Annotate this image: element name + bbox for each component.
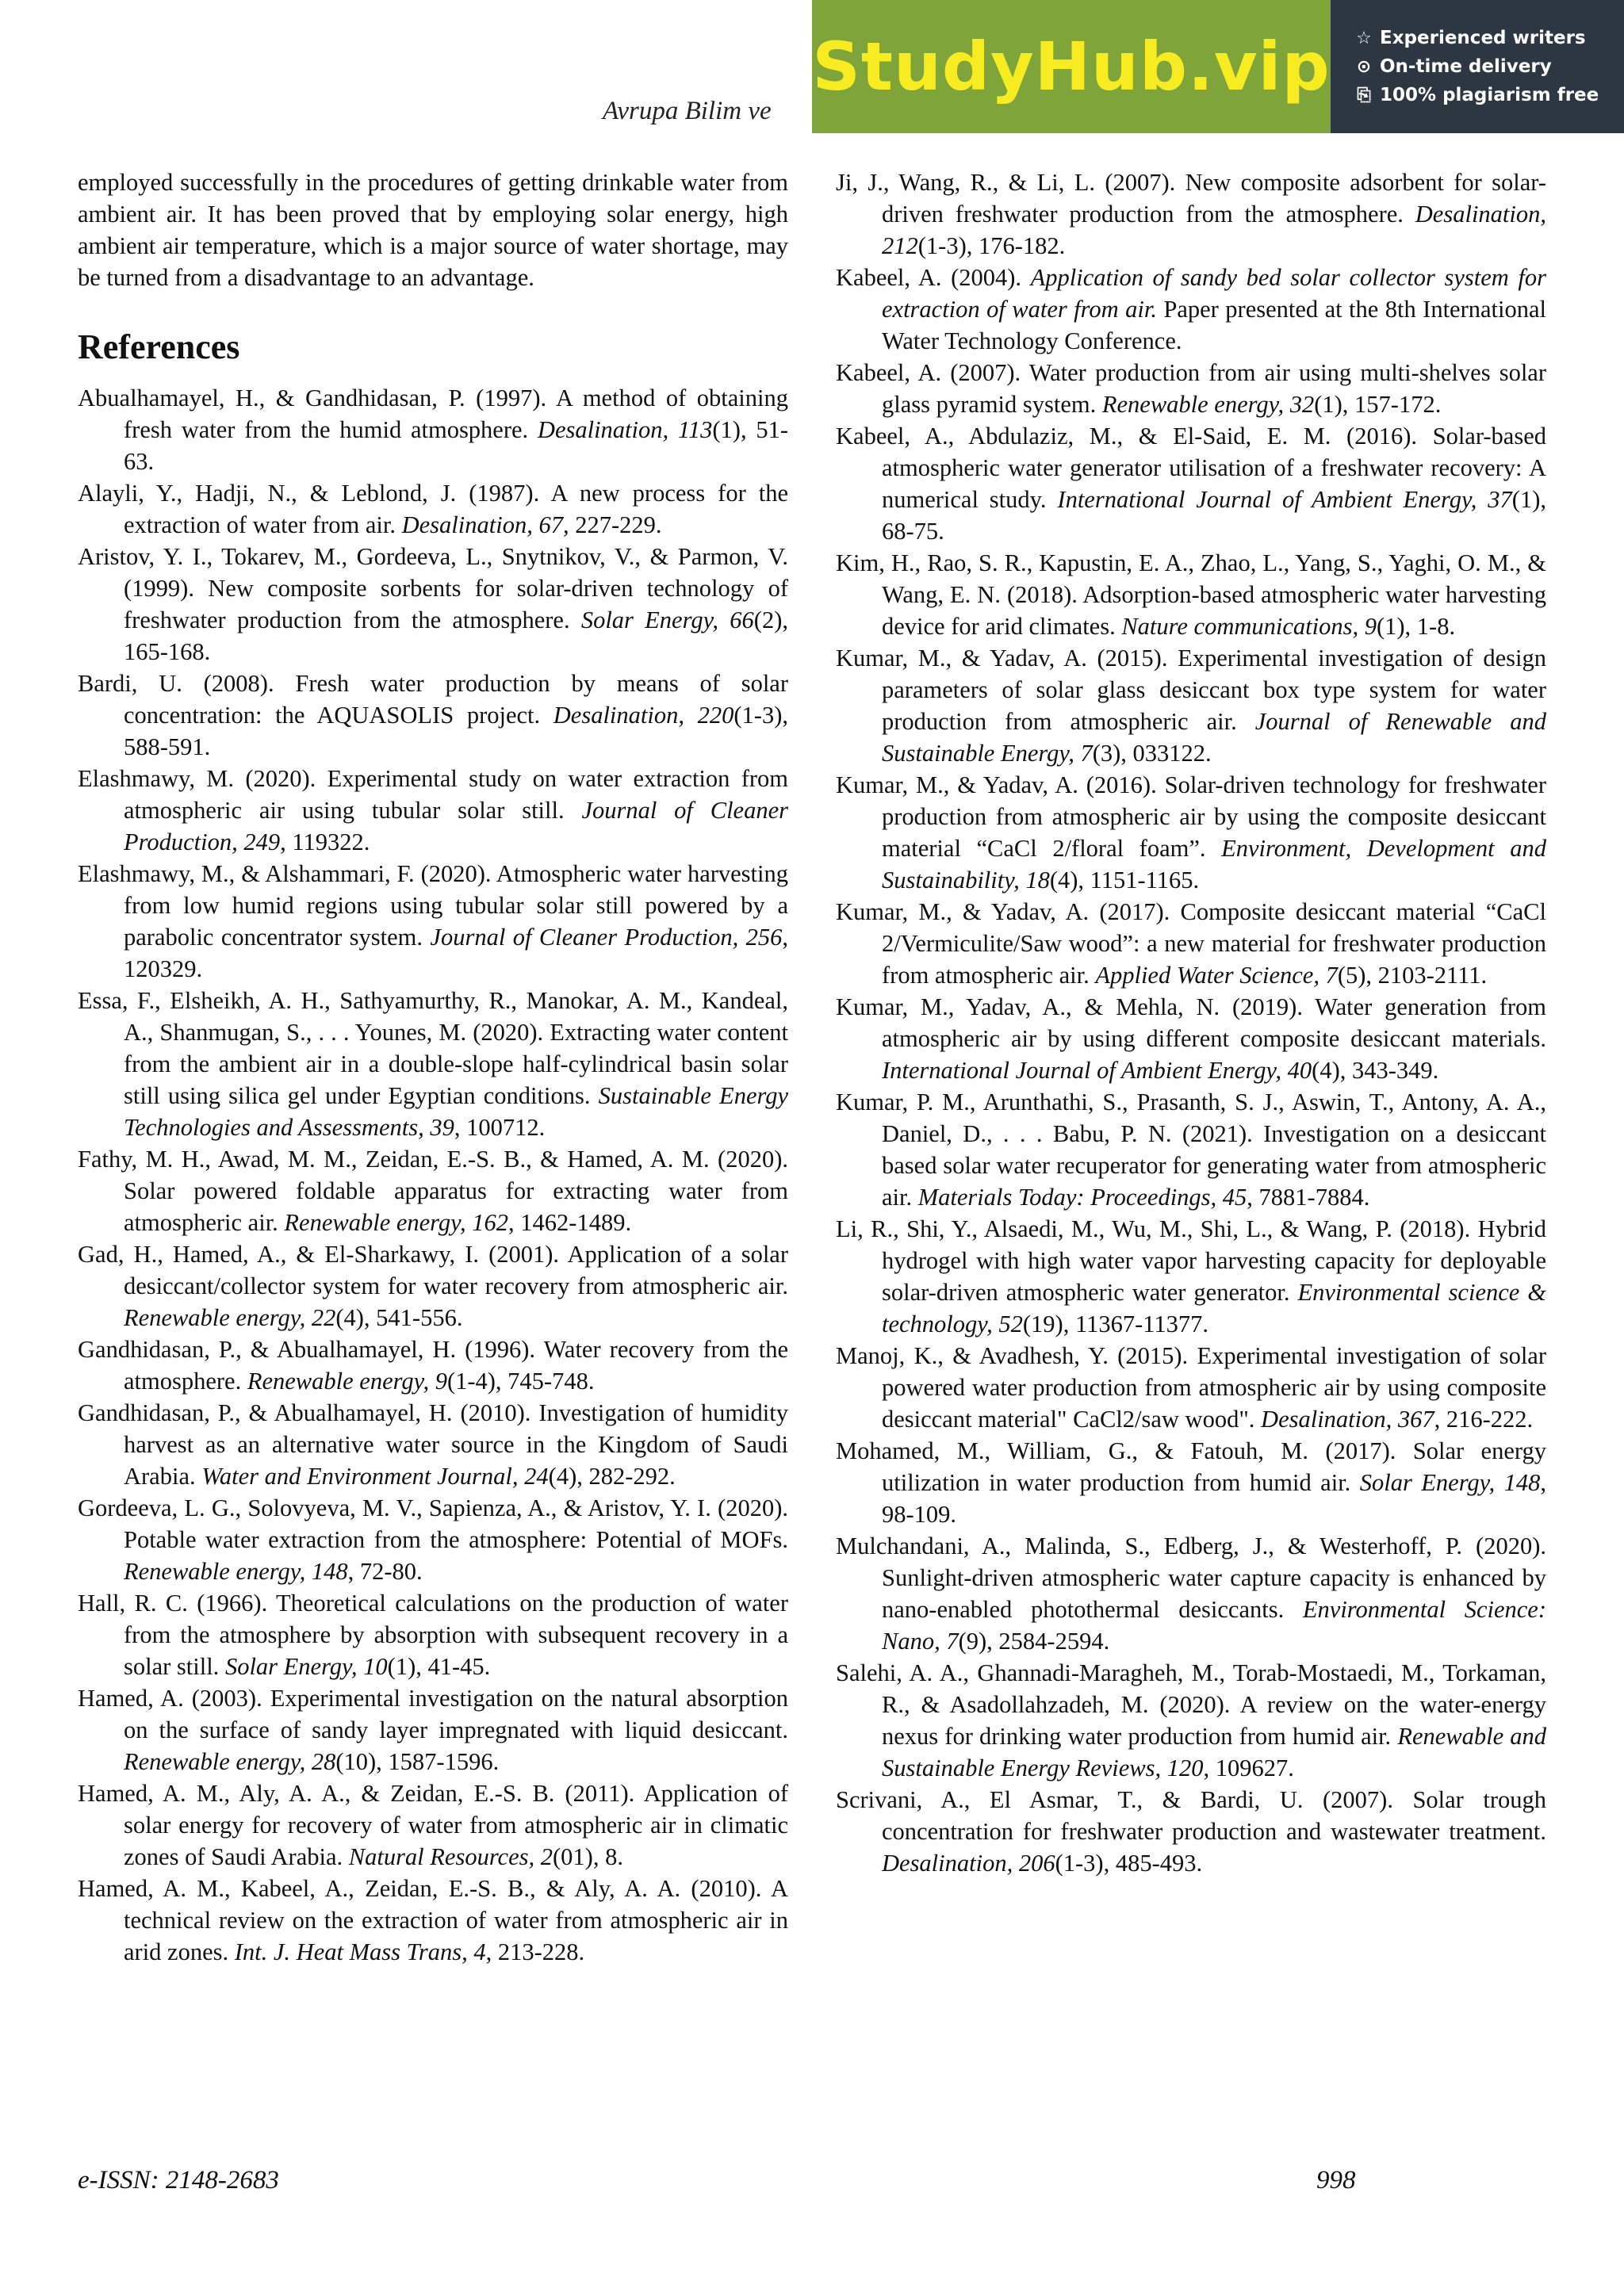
reference-pages: (01), 8. <box>553 1843 623 1870</box>
reference-pages: (2), 165-168. <box>124 607 788 665</box>
reference-source: Application of sandy bed solar collector system for extraction of water from air. <box>882 264 1546 323</box>
reference-pages: , 109627. <box>1203 1755 1294 1781</box>
footer-issn: e-ISSN: 2148-2683 <box>78 2166 279 2195</box>
reference-source: Renewable energy, 9 <box>247 1368 447 1395</box>
reference-text: Fathy, M. H., Awad, M. M., Zeidan, E.-S. B., & Hamed, A. M. (2020). Solar powered foldable apparatus for extracting water from atmospheric air. <box>78 1146 788 1236</box>
reference-pages: , 216-222. <box>1434 1406 1534 1433</box>
reference-text: Hamed, A. (2003). Experimental investigation on the natural absorption on the surface of sandy layer impregnated with liquid desiccant. <box>78 1685 788 1743</box>
reference-pages: , 120329. <box>124 924 788 982</box>
reference-text: Kumar, P. M., Arunthathi, S., Prasanth, S. J., Aswin, T., Antony, A. A., Daniel, D., . . . Babu, P. N. (2021). Investigation on a desiccant based solar water recuperator for generating water from atmospheric air. <box>836 1089 1546 1211</box>
page-number: 998 <box>1316 2166 1356 2195</box>
reference-source: Renewable energy, 148 <box>124 1558 348 1585</box>
brand-logo[interactable] <box>812 0 1331 133</box>
reference-list-right <box>836 166 1546 1879</box>
running-head: Avrupa Bilim ve <box>603 97 772 125</box>
reference-entry <box>836 1530 1546 1657</box>
reference-pages: , 119322. <box>280 828 370 855</box>
reference-source: International Journal of Ambient Energy, 37 <box>1057 486 1512 513</box>
reference-text: Gandhidasan, P., & Abualhamayel, H. (2010). Investigation of humidity harvest as an alternative water source in the Kingdom of Saudi Arabia. <box>78 1399 788 1490</box>
perk-item <box>1354 56 1624 77</box>
reference-source: Desalination, 206 <box>882 1850 1055 1877</box>
reference-source: Environmental Science: Nano, 7 <box>882 1596 1547 1655</box>
reference-entry <box>836 1435 1546 1530</box>
reference-text: Kumar, M., & Yadav, A. (2016). Solar-driven technology for freshwater production from atmospheric air by using the composite desiccant material “CaCl 2/floral foam”. <box>836 771 1546 862</box>
ad-banner[interactable] <box>812 0 1624 133</box>
reference-source: Solar Energy, 66 <box>580 607 754 633</box>
reference-entry <box>836 1340 1546 1435</box>
reference-pages: (1-4), 745-748. <box>446 1368 595 1395</box>
reference-entry <box>78 1587 788 1682</box>
reference-text: Mohamed, M., William, G., & Fatouh, M. (2017). Solar energy utilization in water production from humid air. <box>836 1437 1546 1496</box>
reference-pages: (1-3), 588-591. <box>124 702 788 760</box>
reference-entry <box>78 1777 788 1873</box>
left-column <box>78 166 788 1968</box>
reference-entry <box>836 769 1546 896</box>
reference-entry <box>78 858 788 985</box>
reference-text: Kabeel, A., Abdulaziz, M., & El-Said, E. M. (2016). Solar-based atmospheric water generator utilisation of a freshwater recovery: A numerical study. <box>836 423 1546 513</box>
reference-entry <box>78 1682 788 1777</box>
perk-item <box>1354 85 1624 105</box>
reference-entry <box>78 1143 788 1238</box>
reference-text: Salehi, A. A., Ghannadi-Maragheh, M., Torab-Mostaedi, M., Torkaman, R., & Asadollahzadeh, M. (2020). A review on the water-energy nexus for drinking water production from humid air. <box>836 1659 1546 1750</box>
perk-label: 100% plagiarism free <box>1380 85 1599 105</box>
reference-source: Materials Today: Proceedings, 45 <box>917 1184 1247 1211</box>
reference-entry <box>836 547 1546 642</box>
reference-source: Journal of Cleaner Production, 249 <box>124 797 789 855</box>
reference-pages: (1), 68-75. <box>882 486 1546 545</box>
reference-text: Hall, R. C. (1966). Theoretical calculations on the production of water from the atmosphere by absorption with subsequent recovery in a solar still. <box>78 1590 788 1680</box>
reference-entry <box>78 1492 788 1587</box>
reference-pages: , 7881-7884. <box>1247 1184 1370 1211</box>
reference-text: Manoj, K., & Avadhesh, Y. (2015). Experimental investigation of solar powered water production from atmospheric air by using composite desiccant material" CaCl2/saw wood". <box>836 1342 1546 1433</box>
reference-text: Aristov, Y. I., Tokarev, M., Gordeeva, L., Snytnikov, V., & Parmon, V. (1999). New composite sorbents for solar-driven technology of freshwater production from the atmosphere. <box>78 543 788 633</box>
reference-source: Solar Energy, 10 <box>224 1653 388 1680</box>
reference-pages: , 100712. <box>454 1114 546 1141</box>
reference-pages: (1), 51-63. <box>124 416 788 475</box>
reference-pages: (4), 343-349. <box>1312 1057 1439 1084</box>
reference-pages: , 1462-1489. <box>508 1209 632 1236</box>
reference-entry <box>78 477 788 541</box>
reference-entry <box>836 896 1546 991</box>
reference-text: Kumar, M., & Yadav, A. (2017). Composite desiccant material “CaCl 2/Vermiculite/Saw wood”: a new material for freshwater production from atmospheric air. <box>836 898 1546 989</box>
reference-pages: (9), 2584-2594. <box>958 1628 1110 1655</box>
perk-label: Experienced writers <box>1380 28 1586 48</box>
reference-entry <box>78 382 788 477</box>
intro-paragraph: employed successfully in the procedures of getting drinkable water from ambient air. It has been proved that by employing solar energy, high ambient air temperature, which is a major source of water shortage, may be turned from a disadvantage to an advantage. <box>78 169 788 291</box>
reference-pages: , 227-229. <box>562 511 662 538</box>
reference-entry <box>836 166 1546 262</box>
reference-entry <box>836 991 1546 1086</box>
reference-source: Environment, Development and Sustainability, 18 <box>882 835 1546 894</box>
reference-text: Kumar, M., Yadav, A., & Mehla, N. (2019). Water generation from atmospheric air by using different composite desiccant materials. <box>836 993 1546 1052</box>
reference-pages: (4), 541-556. <box>335 1304 463 1331</box>
reference-source: Desalination, 220 <box>553 702 734 729</box>
reference-text: Kabeel, A. (2004). <box>836 264 1031 291</box>
reference-entry <box>78 541 788 668</box>
reference-pages: (19), 11367-11377. <box>1022 1311 1208 1337</box>
reference-source: Renewable energy, 28 <box>124 1748 336 1775</box>
reference-text: Scrivani, A., El Asmar, T., & Bardi, U. (2007). Solar trough concentration for freshwater production and wastewater treatment. <box>836 1786 1546 1845</box>
reference-entry <box>78 1873 788 1968</box>
reference-pages: (1), 41-45. <box>387 1653 491 1680</box>
reference-source: Renewable energy, 22 <box>124 1304 336 1331</box>
reference-source: Journal of Renewable and Sustainable Energy, 7 <box>882 708 1546 767</box>
reference-source: Sustainable Energy Technologies and Assessments, 39 <box>124 1082 789 1141</box>
reference-pages: , 98-109. <box>882 1469 1546 1528</box>
reference-entry <box>836 357 1546 420</box>
reference-text: Mulchandani, A., Malinda, S., Edberg, J., & Westerhoff, P. (2020). Sunlight-driven atmospheric water capture capacity is enhanced by nano-enabled photothermal desiccants. <box>836 1533 1546 1623</box>
reference-text: Gad, H., Hamed, A., & El-Sharkawy, I. (2001). Application of a solar desiccant/collector system for water recovery from atmospheric air. <box>78 1241 788 1299</box>
reference-pages: Paper presented at the 8th International Water Technology Conference. <box>882 296 1546 354</box>
reference-entry <box>78 1397 788 1492</box>
reference-source: Desalination, 212 <box>882 201 1546 259</box>
reference-entry <box>836 1657 1546 1784</box>
reference-text: Hamed, A. M., Aly, A. A., & Zeidan, E.-S. B. (2011). Application of solar energy for recovery of water from atmospheric air in climatic zones of Saudi Arabia. <box>78 1780 788 1870</box>
reference-entry <box>836 262 1546 357</box>
reference-pages: (1), 157-172. <box>1314 391 1442 418</box>
reference-entry <box>78 985 788 1143</box>
reference-source: Natural Resources, 2 <box>348 1843 553 1870</box>
reference-source: Renewable energy, 32 <box>1101 391 1315 418</box>
reference-pages: (1-3), 485-493. <box>1055 1850 1203 1877</box>
perk-label: On-time delivery <box>1380 56 1552 77</box>
reference-pages: (3), 033122. <box>1092 740 1212 767</box>
reference-source: Applied Water Science, 7 <box>1095 962 1338 989</box>
reference-list-left <box>78 382 788 1968</box>
reference-entry <box>78 763 788 858</box>
reference-text: Kabeel, A. (2007). Water production from air using multi-shelves solar glass pyramid system. <box>836 359 1546 418</box>
reference-text: Kumar, M., & Yadav, A. (2015). Experimental investigation of design parameters of solar glass desiccant box type system for water production from atmospheric air. <box>836 645 1546 735</box>
reference-source: Desalination, 67 <box>401 511 563 538</box>
reference-entry <box>836 1213 1546 1340</box>
reference-entry <box>836 1784 1546 1879</box>
reference-source: Renewable and Sustainable Energy Reviews, 120 <box>882 1723 1546 1781</box>
references-heading: References <box>78 327 240 366</box>
reference-entry <box>78 1238 788 1334</box>
reference-source: Nature communications, 9 <box>1121 613 1377 640</box>
reference-text: Ji, J., Wang, R., & Li, L. (2007). New composite adsorbent for solar-driven freshwater production from the atmosphere. <box>836 169 1546 228</box>
perk-list <box>1331 0 1624 133</box>
reference-source: Desalination, 113 <box>537 416 713 443</box>
reference-text: Abualhamayel, H., & Gandhidasan, P. (1997). A method of obtaining fresh water from the humid atmosphere. <box>78 385 788 443</box>
reference-pages: (5), 2103-2111. <box>1337 962 1488 989</box>
reference-text: Kim, H., Rao, S. R., Kapustin, E. A., Zhao, L., Yang, S., Yaghi, O. M., & Wang, E. N. (2018). Adsorption-based atmospheric water harvesting device for arid climates. <box>836 549 1546 640</box>
reference-pages: (4), 282-292. <box>548 1463 676 1490</box>
reference-source: Solar Energy, 148 <box>1359 1469 1541 1496</box>
reference-text: Hamed, A. M., Kabeel, A., Zeidan, E.-S. B., & Aly, A. A. (2010). A technical review on the extraction of water from atmospheric air in arid zones. <box>78 1875 788 1965</box>
perk-item <box>1354 28 1624 48</box>
reference-text: Bardi, U. (2008). Fresh water production by means of solar concentration: the AQUASOLIS project. <box>78 670 788 729</box>
reference-source: Journal of Cleaner Production, 256 <box>430 924 783 951</box>
reference-pages: (1-3), 176-182. <box>917 232 1066 259</box>
reference-pages: , 213-228. <box>485 1938 585 1965</box>
reference-entry <box>78 1334 788 1397</box>
reference-source: International Journal of Ambient Energy, 40 <box>882 1057 1312 1084</box>
reference-entry <box>836 642 1546 769</box>
copy-icon: ⎘ <box>1357 85 1371 105</box>
reference-source: Renewable energy, 162 <box>284 1209 509 1236</box>
reference-pages: , 72-80. <box>347 1558 423 1585</box>
reference-entry <box>836 1086 1546 1213</box>
brand-name: StudyHub.vip <box>812 28 1331 105</box>
clock-icon: ⊙ <box>1356 56 1372 77</box>
reference-source: Int. J. Heat Mass Trans, 4 <box>234 1938 486 1965</box>
right-column <box>836 166 1546 1879</box>
reference-source: Water and Environment Journal, 24 <box>201 1463 549 1490</box>
reference-text: Gordeeva, L. G., Solovyeva, M. V., Sapienza, A., & Aristov, Y. I. (2020). Potable water extraction from the atmosphere: Potential of MOFs. <box>78 1494 788 1553</box>
reference-source: Desalination, 367 <box>1261 1406 1434 1433</box>
reference-text: Li, R., Shi, Y., Alsaedi, M., Wu, M., Shi, L., & Wang, P. (2018). Hybrid hydrogel with high water vapor harvesting capacity for deployable solar-driven atmospheric water generator. <box>836 1215 1546 1306</box>
reference-source: Environmental science & technology, 52 <box>882 1279 1546 1337</box>
reference-pages: (4), 1151-1165. <box>1049 867 1200 894</box>
reference-text: Gandhidasan, P., & Abualhamayel, H. (1996). Water recovery from the atmosphere. <box>78 1336 788 1395</box>
reference-text: Elashmawy, M. (2020). Experimental study on water extraction from atmospheric air using tubular solar still. <box>78 765 788 824</box>
reference-text: Alayli, Y., Hadji, N., & Leblond, J. (1987). A new process for the extraction of water from air. <box>78 480 788 538</box>
reference-pages: (10), 1587-1596. <box>335 1748 500 1775</box>
reference-pages: (1), 1-8. <box>1376 613 1456 640</box>
reference-entry <box>836 420 1546 547</box>
star-icon: ☆ <box>1356 28 1372 48</box>
reference-entry <box>78 668 788 763</box>
reference-text: Elashmawy, M., & Alshammari, F. (2020). Atmospheric water harvesting from low humid regions using tubular solar still powered by a parabolic concentrator system. <box>78 860 788 951</box>
reference-text: Essa, F., Elsheikh, A. H., Sathyamurthy, R., Manokar, A. M., Kandeal, A., Shanmugan, S., . . . Younes, M. (2020). Extracting water content from the ambient air in a double-slope half-cylindrical basin solar still using silica gel under Egyptian conditions. <box>78 987 788 1109</box>
